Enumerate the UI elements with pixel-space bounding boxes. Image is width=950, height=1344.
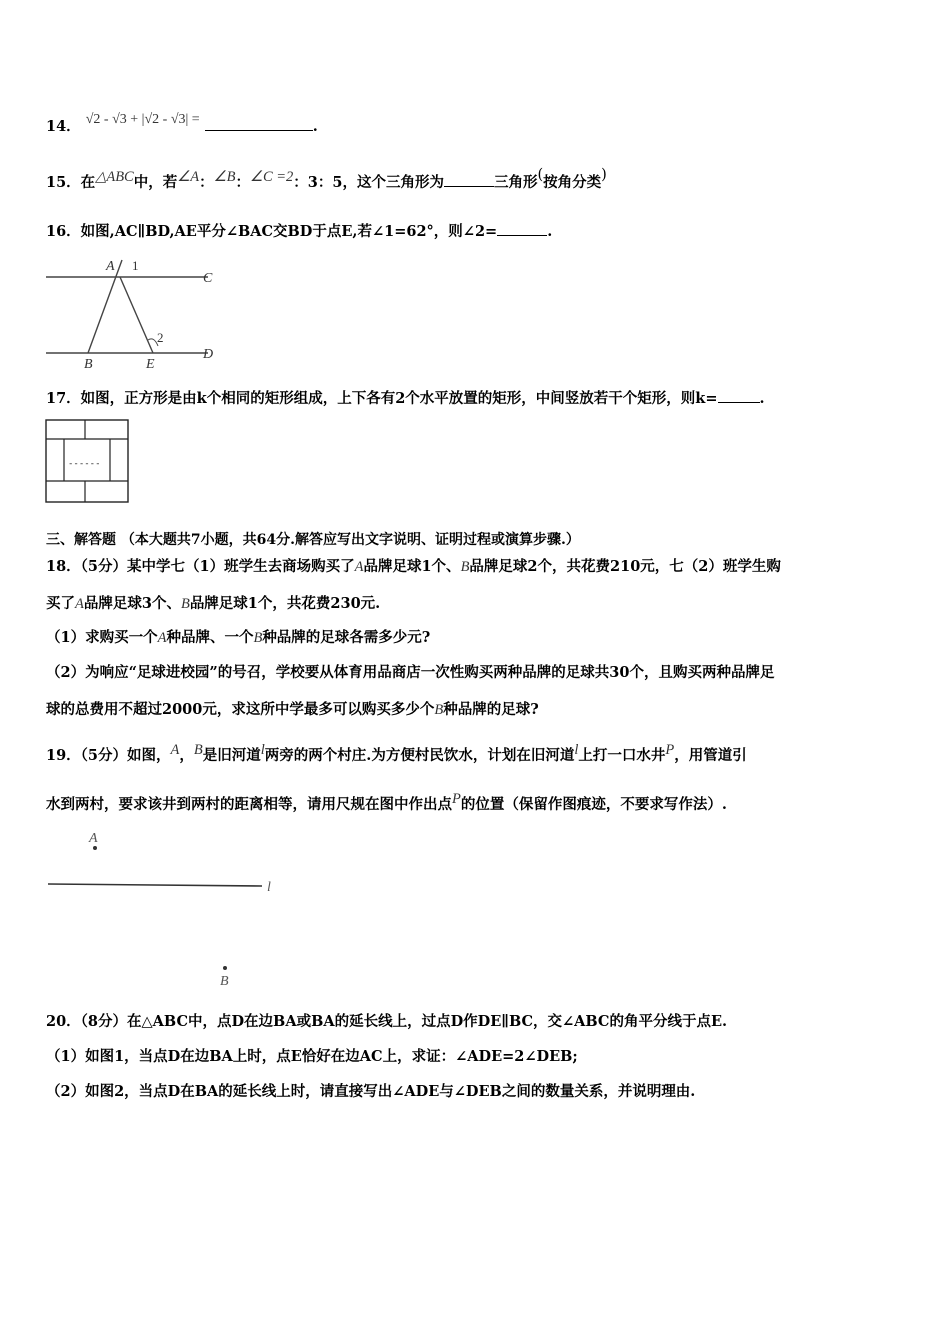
point-A xyxy=(93,846,97,850)
answer-blank xyxy=(205,116,313,131)
question-19-line-2: 水到两村，要求该井到两村的距离相等，请用尺规在图中作出点P的位置（保留作图痕迹，不要求写作法）. xyxy=(46,791,727,813)
ellipsis-dashes: ------ xyxy=(68,459,101,469)
question-18-line-1: 18．（5分）某中学七（1）班学生去商场购买了A品牌足球1个、B品牌足球2个，共花费210元，七（2）班学生购 xyxy=(46,558,781,575)
question-14: 14． √2 - √3 + |√2 - √3| = . xyxy=(46,112,318,135)
label-A: A xyxy=(106,259,115,274)
label-l: l xyxy=(267,880,271,895)
answer-blank xyxy=(497,221,547,236)
label-angle-2: 2 xyxy=(157,330,164,345)
label-angle-1: 1 xyxy=(132,258,139,273)
question-20-line-1: 20．（8分）在△ABC中，点D在边BA或BA的延长线上，过点D作DE∥BC，交∠ABC的角平分线于点E. xyxy=(46,1013,728,1030)
question-20-part-1: （1）如图1，当点D在边BA上时，点E恰好在边AC上，求证：∠ADE=2∠DEB; xyxy=(46,1048,578,1065)
math-expression: √2 - √3 + |√2 - √3| = xyxy=(85,112,200,127)
question-18-part-1: （1）求购买一个A种品牌、一个B种品牌的足球各需多少元? xyxy=(46,629,431,646)
answer-blank xyxy=(718,388,760,403)
label-E: E xyxy=(146,357,155,372)
triangle-abc: △ABC xyxy=(95,169,134,185)
point-B xyxy=(223,966,227,970)
question-20-part-2: （2）如图2，当点D在BA的延长线上时，请直接写出∠ADE与∠DEB之间的数量关系，并说明理由. xyxy=(46,1083,696,1100)
label-B: B xyxy=(84,357,93,372)
question-number: 14． xyxy=(46,118,81,135)
figure-17-square-rectangles xyxy=(44,418,134,506)
question-19-line-1: 19．（5分）如图，A，B是旧河道l两旁的两个村庄.为方便村民饮水，计划在旧河道l上打一口水井P，用管道引 xyxy=(46,742,747,764)
question-18-line-2: 买了A品牌足球3个、B品牌足球1个，共花费230元. xyxy=(46,595,381,612)
question-16: 16．如图,AC∥BD,AE平分∠BAC交BD于点E,若∠1=62°，则∠2= . xyxy=(46,223,553,240)
figure-16-parallel-lines xyxy=(40,250,230,375)
answer-blank xyxy=(444,172,494,187)
section-3-heading: 三、解答题 （本大题共7小题，共64分.解答应写出文字说明、证明过程或演算步骤.） xyxy=(46,532,580,548)
line-l xyxy=(48,884,262,886)
question-17: 17．如图，正方形是由k个相同的矩形组成，上下各有2个水平放置的矩形，中间竖放若干个矩形，则k= . xyxy=(46,390,765,407)
figure-19-river-villages xyxy=(44,822,284,997)
label-C: C xyxy=(203,271,213,286)
label-A: A xyxy=(89,831,98,846)
question-18-part-2-cont: 球的总费用不超过2000元，求这所中学最多可以购买多少个B种品牌的足球? xyxy=(46,701,539,718)
label-D: D xyxy=(203,347,214,362)
question-18-part-2: （2）为响应“足球进校园”的号召，学校要从体育用品商店一次性购买两种品牌的足球共30个，且购买两种品牌足 xyxy=(46,664,775,681)
question-15: 15．在△ABC中，若∠A：∠B：∠C =2：3：5，这个三角形为 三角形(按角分类) xyxy=(46,167,607,191)
label-B: B xyxy=(220,974,229,989)
